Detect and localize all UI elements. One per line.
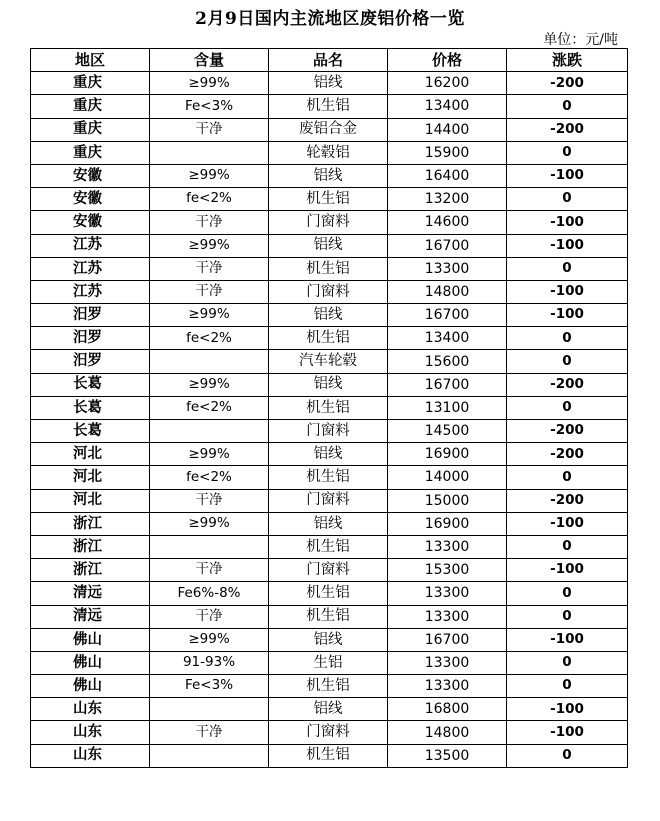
name-cell: 机生铝 — [269, 257, 388, 280]
name-cell: 轮毂铝 — [269, 141, 388, 164]
table-row — [31, 559, 628, 582]
change-cell: -100 — [507, 628, 628, 651]
price-cell: 13200 — [388, 188, 507, 211]
region-cell: 江苏 — [31, 257, 150, 280]
table-row — [31, 582, 628, 605]
page-title: 2月9日国内主流地区废铝价格一览 — [195, 9, 465, 29]
price-cell: 13300 — [388, 651, 507, 674]
name-cell: 铝线 — [269, 373, 388, 396]
name-cell: 门窗料 — [269, 280, 388, 303]
content-cell: Fe<3% — [150, 95, 269, 118]
change-cell: -200 — [507, 373, 628, 396]
change-cell: -100 — [507, 721, 628, 744]
table-row — [31, 188, 628, 211]
content-cell — [150, 744, 269, 767]
content-cell — [150, 698, 269, 721]
content-cell: 干净 — [150, 280, 269, 303]
change-cell: -100 — [507, 234, 628, 257]
region-cell: 安徽 — [31, 164, 150, 187]
change-cell: -200 — [507, 118, 628, 141]
region-cell: 山东 — [31, 698, 150, 721]
name-cell: 机生铝 — [269, 675, 388, 698]
price-cell: 15300 — [388, 559, 507, 582]
unit-label: 单位：元/吨 — [543, 32, 618, 48]
name-cell: 铝线 — [269, 512, 388, 535]
name-cell: 机生铝 — [269, 744, 388, 767]
content-cell: fe<2% — [150, 466, 269, 489]
content-cell: Fe6%-8% — [150, 582, 269, 605]
region-cell: 重庆 — [31, 141, 150, 164]
change-cell: -200 — [507, 72, 628, 95]
price-cell: 13300 — [388, 535, 507, 558]
region-cell: 清远 — [31, 582, 150, 605]
change-cell: 0 — [507, 257, 628, 280]
change-cell: 0 — [507, 95, 628, 118]
change-cell: -100 — [507, 211, 628, 234]
table-row — [31, 744, 628, 767]
table-row — [31, 535, 628, 558]
region-cell: 佛山 — [31, 628, 150, 651]
name-cell: 铝线 — [269, 164, 388, 187]
region-cell: 浙江 — [31, 535, 150, 558]
change-cell: 0 — [507, 396, 628, 419]
region-cell: 山东 — [31, 744, 150, 767]
change-cell: -100 — [507, 280, 628, 303]
content-cell — [150, 350, 269, 373]
price-cell: 16200 — [388, 72, 507, 95]
table-body — [31, 72, 628, 768]
content-cell: ≥99% — [150, 373, 269, 396]
content-cell — [150, 535, 269, 558]
price-cell: 15900 — [388, 141, 507, 164]
price-cell: 14000 — [388, 466, 507, 489]
price-cell: 16400 — [388, 164, 507, 187]
price-cell: 14600 — [388, 211, 507, 234]
change-cell: -200 — [507, 420, 628, 443]
change-cell: 0 — [507, 188, 628, 211]
table-row — [31, 373, 628, 396]
table-row — [31, 651, 628, 674]
table-row — [31, 721, 628, 744]
content-cell: ≥99% — [150, 628, 269, 651]
price-cell: 13100 — [388, 396, 507, 419]
price-cell: 13400 — [388, 95, 507, 118]
header-change: 涨跌 — [507, 49, 628, 72]
price-cell: 16800 — [388, 698, 507, 721]
table-row — [31, 211, 628, 234]
price-cell: 14400 — [388, 118, 507, 141]
region-cell: 汨罗 — [31, 350, 150, 373]
content-cell: 干净 — [150, 118, 269, 141]
change-cell: -100 — [507, 698, 628, 721]
table-row — [31, 257, 628, 280]
region-cell: 佛山 — [31, 651, 150, 674]
name-cell: 机生铝 — [269, 396, 388, 419]
table-row — [31, 350, 628, 373]
content-cell: ≥99% — [150, 164, 269, 187]
change-cell: 0 — [507, 466, 628, 489]
change-cell: 0 — [507, 327, 628, 350]
change-cell: 0 — [507, 744, 628, 767]
table-row — [31, 118, 628, 141]
region-cell: 河北 — [31, 443, 150, 466]
table-row — [31, 489, 628, 512]
content-cell — [150, 141, 269, 164]
change-cell: -100 — [507, 164, 628, 187]
change-cell: 0 — [507, 582, 628, 605]
name-cell: 机生铝 — [269, 582, 388, 605]
price-cell: 15600 — [388, 350, 507, 373]
content-cell: Fe<3% — [150, 675, 269, 698]
name-cell: 铝线 — [269, 304, 388, 327]
content-cell: 干净 — [150, 559, 269, 582]
content-cell: 干净 — [150, 721, 269, 744]
name-cell: 铝线 — [269, 72, 388, 95]
price-cell: 16900 — [388, 512, 507, 535]
price-cell: 16900 — [388, 443, 507, 466]
table-row — [31, 628, 628, 651]
region-cell: 汨罗 — [31, 304, 150, 327]
table-row — [31, 605, 628, 628]
region-cell: 清远 — [31, 605, 150, 628]
price-cell: 16700 — [388, 373, 507, 396]
table-row — [31, 327, 628, 350]
content-cell: ≥99% — [150, 72, 269, 95]
table-row — [31, 304, 628, 327]
change-cell: 0 — [507, 651, 628, 674]
change-cell: -200 — [507, 489, 628, 512]
header-price: 价格 — [388, 49, 507, 72]
table-row — [31, 512, 628, 535]
region-cell: 浙江 — [31, 559, 150, 582]
header-name: 品名 — [269, 49, 388, 72]
table-row — [31, 234, 628, 257]
table-row — [31, 396, 628, 419]
header-region: 地区 — [31, 49, 150, 72]
region-cell: 长葛 — [31, 373, 150, 396]
region-cell: 安徽 — [31, 211, 150, 234]
price-cell: 13500 — [388, 744, 507, 767]
region-cell: 汨罗 — [31, 327, 150, 350]
table-row — [31, 466, 628, 489]
change-cell: -100 — [507, 559, 628, 582]
name-cell: 废铝合金 — [269, 118, 388, 141]
region-cell: 江苏 — [31, 234, 150, 257]
table-row — [31, 95, 628, 118]
region-cell: 长葛 — [31, 396, 150, 419]
price-cell: 14800 — [388, 280, 507, 303]
content-cell: ≥99% — [150, 234, 269, 257]
region-cell: 河北 — [31, 466, 150, 489]
name-cell: 门窗料 — [269, 721, 388, 744]
content-cell: ≥99% — [150, 443, 269, 466]
name-cell: 机生铝 — [269, 605, 388, 628]
table-row — [31, 141, 628, 164]
region-cell: 重庆 — [31, 72, 150, 95]
region-cell: 安徽 — [31, 188, 150, 211]
change-cell: 0 — [507, 535, 628, 558]
content-cell — [150, 420, 269, 443]
region-cell: 重庆 — [31, 118, 150, 141]
name-cell: 生铝 — [269, 651, 388, 674]
table-row — [31, 164, 628, 187]
content-cell: 干净 — [150, 257, 269, 280]
change-cell: -100 — [507, 512, 628, 535]
price-cell: 14800 — [388, 721, 507, 744]
name-cell: 机生铝 — [269, 95, 388, 118]
change-cell: 0 — [507, 350, 628, 373]
name-cell: 汽车轮毂 — [269, 350, 388, 373]
content-cell: 干净 — [150, 489, 269, 512]
price-cell: 13400 — [388, 327, 507, 350]
region-cell: 浙江 — [31, 512, 150, 535]
price-cell: 14500 — [388, 420, 507, 443]
name-cell: 机生铝 — [269, 188, 388, 211]
name-cell: 门窗料 — [269, 211, 388, 234]
content-cell: 干净 — [150, 211, 269, 234]
table-row — [31, 420, 628, 443]
content-cell: fe<2% — [150, 188, 269, 211]
name-cell: 铝线 — [269, 234, 388, 257]
change-cell: 0 — [507, 141, 628, 164]
content-cell: ≥99% — [150, 512, 269, 535]
region-cell: 江苏 — [31, 280, 150, 303]
content-cell: 91-93% — [150, 651, 269, 674]
name-cell: 铝线 — [269, 628, 388, 651]
price-cell: 16700 — [388, 234, 507, 257]
name-cell: 机生铝 — [269, 466, 388, 489]
price-cell: 13300 — [388, 582, 507, 605]
content-cell: fe<2% — [150, 396, 269, 419]
region-cell: 重庆 — [31, 95, 150, 118]
region-cell: 山东 — [31, 721, 150, 744]
price-cell: 16700 — [388, 304, 507, 327]
name-cell: 铝线 — [269, 443, 388, 466]
table-row — [31, 72, 628, 95]
region-cell: 河北 — [31, 489, 150, 512]
table-row — [31, 443, 628, 466]
region-cell: 长葛 — [31, 420, 150, 443]
name-cell: 机生铝 — [269, 327, 388, 350]
table-row — [31, 280, 628, 303]
name-cell: 门窗料 — [269, 489, 388, 512]
header-row — [31, 49, 628, 72]
change-cell: -100 — [507, 304, 628, 327]
content-cell: ≥99% — [150, 304, 269, 327]
change-cell: 0 — [507, 675, 628, 698]
change-cell: 0 — [507, 605, 628, 628]
header-content: 含量 — [150, 49, 269, 72]
content-cell: fe<2% — [150, 327, 269, 350]
table-row — [31, 675, 628, 698]
price-cell: 13300 — [388, 675, 507, 698]
region-cell: 佛山 — [31, 675, 150, 698]
price-cell: 15000 — [388, 489, 507, 512]
name-cell: 门窗料 — [269, 559, 388, 582]
content-cell: 干净 — [150, 605, 269, 628]
name-cell: 机生铝 — [269, 535, 388, 558]
name-cell: 门窗料 — [269, 420, 388, 443]
name-cell: 铝线 — [269, 698, 388, 721]
price-table — [30, 48, 628, 768]
table-row — [31, 698, 628, 721]
price-cell: 16700 — [388, 628, 507, 651]
change-cell: -200 — [507, 443, 628, 466]
price-cell: 13300 — [388, 605, 507, 628]
price-cell: 13300 — [388, 257, 507, 280]
